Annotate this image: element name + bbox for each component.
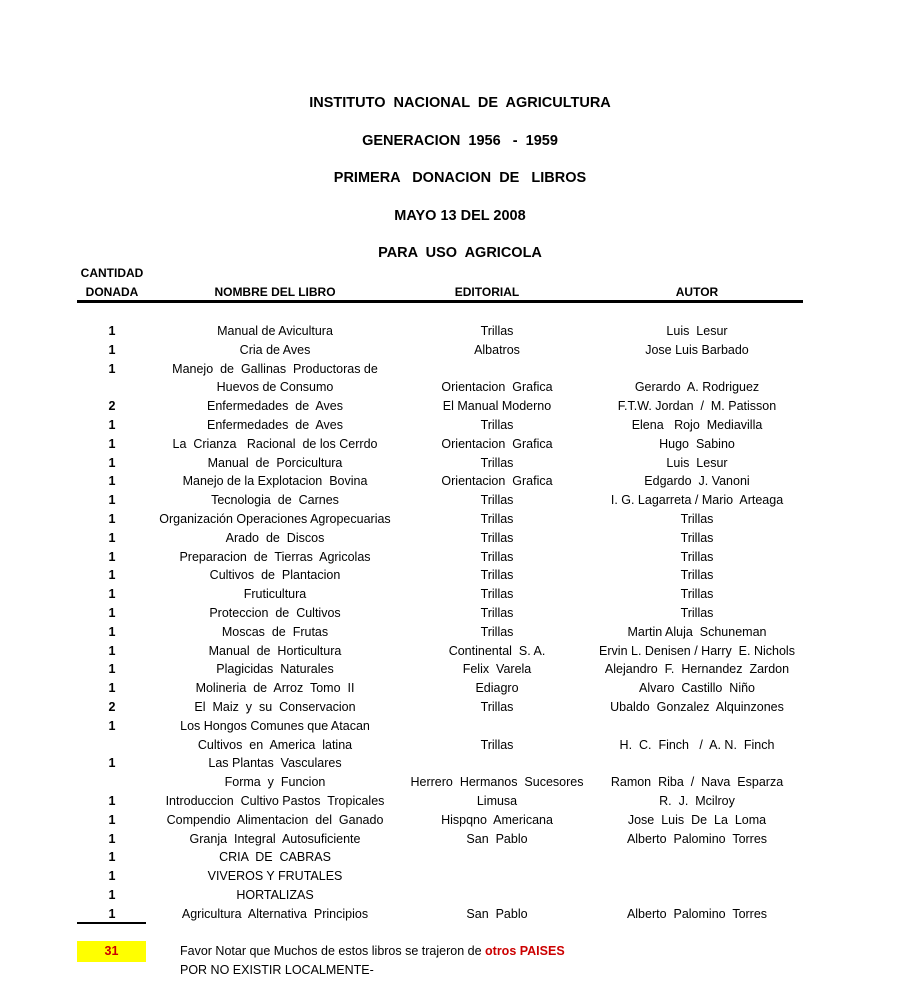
table-row: [0, 681, 897, 700]
table-row: [0, 625, 897, 644]
book-name-cell: Molineria de Arroz Tomo II: [195, 681, 355, 696]
footer-note-text: Favor Notar que Muchos de estos libros se trajeron de: [180, 944, 486, 958]
table-row: [0, 869, 897, 888]
author-cell: Alberto Palomino Torres: [626, 831, 768, 846]
editorial-cell: Trillas: [480, 606, 514, 620]
book-name-cell: Forma y Funcion: [224, 775, 326, 790]
quantity-cell: 1: [108, 361, 116, 376]
name-header: NOMBRE DEL LIBRO: [214, 285, 336, 299]
table-row: [0, 456, 897, 475]
quantity-cell: 1: [108, 436, 116, 451]
author-cell: Alejandro F. Hernandez Zardon: [604, 662, 790, 677]
book-name-cell: Arado de Discos: [225, 530, 325, 545]
author-cell: Gerardo A. Rodriguez: [634, 380, 760, 395]
author-header: AUTOR: [675, 285, 719, 299]
quantity-cell: 1: [108, 756, 116, 771]
editorial-cell: Trillas: [480, 624, 514, 639]
author-cell: I. G. Lagarreta / Mario Arteaga: [610, 493, 784, 508]
book-name-cell: Granja Integral Autosuficiente: [189, 831, 361, 846]
quantity-cell: 1: [108, 474, 116, 489]
table-row: [0, 568, 897, 587]
author-cell: Alvaro Castillo Niño: [638, 681, 755, 696]
book-name-cell: Manejo de Gallinas Productoras de: [172, 361, 378, 376]
editorial-cell: Trillas: [480, 418, 514, 432]
author-cell: Trillas: [680, 606, 714, 620]
editorial-cell: Felix Varela: [462, 662, 532, 677]
qty-header-line2: DONADA: [85, 285, 139, 299]
quantity-cell: 1: [108, 718, 116, 733]
table-row: [0, 738, 897, 757]
editorial-cell: Trillas: [480, 549, 514, 564]
quantity-cell: 1: [108, 869, 116, 884]
quantity-cell: 1: [108, 906, 116, 921]
table-row: [0, 775, 897, 794]
table-row: [0, 399, 897, 418]
table-row: [0, 719, 897, 738]
author-cell: Alberto Palomino Torres: [626, 906, 768, 921]
book-name-cell: Tecnologia de Carnes: [211, 493, 339, 508]
quantity-cell: 1: [108, 831, 116, 846]
header-divider: [77, 300, 803, 303]
total-divider: [77, 922, 146, 924]
table-row: [0, 474, 897, 493]
editorial-cell: Trillas: [480, 493, 514, 508]
author-cell: Elena Rojo Mediavilla: [631, 418, 763, 432]
author-cell: Edgardo J. Vanoni: [644, 474, 750, 489]
table-row: [0, 587, 897, 606]
quantity-cell: 1: [108, 643, 116, 658]
editorial-header: EDITORIAL: [454, 285, 520, 299]
author-cell: F.T.W. Jordan / M. Patisson: [617, 399, 777, 414]
book-name-cell: Introduccion Cultivo Pastos Tropicales: [165, 794, 385, 808]
quantity-cell: 1: [108, 455, 116, 470]
quantity-cell: 1: [108, 568, 116, 583]
donation-title: PRIMERA DONACION DE LIBROS: [333, 170, 587, 186]
author-cell: Jose Luis Barbado: [645, 342, 749, 357]
author-cell: Luis Lesur: [666, 324, 728, 338]
book-name-cell: Enfermedades de Aves: [207, 418, 343, 432]
editorial-cell: Orientacion Grafica: [441, 436, 553, 451]
table-row: [0, 662, 897, 681]
editorial-cell: Trillas: [480, 455, 514, 470]
footer-note: [180, 944, 565, 958]
book-name-cell: Agricultura Alternativa Principios: [181, 906, 369, 921]
quantity-cell: 1: [108, 850, 116, 865]
table-row: [0, 380, 897, 399]
quantity-cell: 1: [108, 512, 116, 526]
editorial-cell: San Pablo: [466, 831, 528, 846]
book-name-cell: Preparacion de Tierras Agricolas: [179, 549, 371, 564]
purpose-title: PARA USO AGRICOLA: [378, 245, 542, 261]
author-cell: Trillas: [680, 568, 714, 583]
footer-note-line2: POR NO EXISTIR LOCALMENTE-: [180, 963, 374, 977]
quantity-cell: 1: [108, 606, 116, 620]
quantity-cell: 1: [108, 418, 116, 432]
quantity-cell: 2: [108, 700, 116, 714]
book-name-cell: Plagicidas Naturales: [216, 662, 334, 677]
editorial-cell: Trillas: [480, 530, 514, 545]
author-cell: Ramon Riba / Nava Esparza: [610, 775, 784, 790]
quantity-cell: 1: [108, 681, 116, 696]
author-cell: Ervin L. Denisen / Harry E. Nichols: [599, 643, 795, 658]
book-name-cell: VIVEROS Y FRUTALES: [207, 869, 343, 884]
quantity-cell: 1: [108, 812, 116, 827]
editorial-cell: Herrero Hermanos Sucesores: [410, 775, 584, 790]
book-name-cell: Enfermedades de Aves: [207, 399, 343, 414]
date-title: MAYO 13 DEL 2008: [394, 208, 526, 224]
quantity-cell: 1: [108, 342, 116, 357]
book-name-cell: HORTALIZAS: [236, 888, 314, 902]
author-cell: R. J. Mcilroy: [659, 794, 735, 808]
book-name-cell: Manual de Porcicultura: [207, 455, 343, 470]
generation-title: GENERACION 1956 - 1959: [362, 133, 558, 149]
table-row: [0, 832, 897, 851]
book-name-cell: Manejo de la Explotacion Bovina: [182, 474, 368, 489]
editorial-cell: San Pablo: [466, 906, 528, 921]
table-row: [0, 512, 897, 531]
table-row: [0, 888, 897, 907]
author-cell: Trillas: [680, 549, 714, 564]
editorial-cell: Ediagro: [475, 681, 519, 696]
quantity-cell: 1: [108, 587, 116, 602]
author-cell: Trillas: [680, 512, 714, 526]
institution-title: INSTITUTO NACIONAL DE AGRICULTURA: [309, 95, 611, 111]
book-name-cell: Las Plantas Vasculares: [208, 756, 342, 771]
quantity-cell: 1: [108, 794, 116, 808]
book-name-cell: Organización Operaciones Agropecuarias: [159, 512, 391, 526]
editorial-cell: Trillas: [480, 324, 514, 338]
author-cell: Trillas: [680, 530, 714, 545]
book-name-cell: Fruticultura: [243, 587, 307, 602]
book-name-cell: Cultivos en America latina: [197, 737, 353, 752]
editorial-cell: Trillas: [480, 700, 514, 714]
table-row: [0, 606, 897, 625]
book-name-cell: Huevos de Consumo: [216, 380, 334, 395]
table-row: [0, 493, 897, 512]
quantity-cell: 1: [108, 549, 116, 564]
editorial-cell: Trillas: [480, 587, 514, 602]
table-row: [0, 324, 897, 343]
author-cell: H. C. Finch / A. N. Finch: [619, 737, 775, 752]
book-name-cell: La Crianza Racional de los Cerrdo: [172, 436, 378, 451]
book-name-cell: Manual de Horticultura: [208, 643, 342, 658]
author-cell: Ubaldo Gonzalez Alquinzones: [610, 700, 784, 714]
table-row: [0, 756, 897, 775]
book-name-cell: Manual de Avicultura: [217, 324, 333, 338]
table-row: [0, 700, 897, 719]
quantity-cell: 1: [108, 624, 116, 639]
author-cell: Luis Lesur: [666, 455, 728, 470]
book-name-cell: Moscas de Frutas: [221, 624, 329, 639]
editorial-cell: Albatros: [474, 342, 520, 357]
book-name-cell: CRIA DE CABRAS: [219, 850, 331, 865]
footer-note-highlight: otros PAISES: [485, 944, 565, 958]
author-cell: Jose Luis De La Loma: [627, 812, 767, 827]
table-row: [0, 813, 897, 832]
book-name-cell: Proteccion de Cultivos: [209, 606, 341, 620]
author-cell: Hugo Sabino: [659, 436, 735, 451]
table-row: [0, 550, 897, 569]
author-cell: Martin Aluja Schuneman: [627, 624, 767, 639]
book-name-cell: Compendio Alimentacion del Ganado: [166, 812, 384, 827]
editorial-cell: Continental S. A.: [448, 643, 546, 658]
table-row: [0, 531, 897, 550]
table-row: [0, 362, 897, 381]
book-name-cell: Cria de Aves: [239, 342, 311, 357]
quantity-cell: 1: [108, 324, 116, 338]
quantity-cell: 1: [108, 530, 116, 545]
table-row: [0, 437, 897, 456]
quantity-cell: 1: [108, 662, 116, 677]
table-row: [0, 850, 897, 869]
table-row: [0, 418, 897, 437]
table-row: [0, 794, 897, 813]
editorial-cell: Orientacion Grafica: [441, 474, 553, 489]
book-name-cell: Cultivos de Plantacion: [209, 568, 341, 583]
quantity-cell: 1: [108, 493, 116, 508]
editorial-cell: Hispqno Americana: [441, 812, 553, 827]
editorial-cell: Orientacion Grafica: [441, 380, 553, 395]
quantity-cell: 1: [108, 888, 116, 902]
qty-header-line1: CANTIDAD: [80, 266, 144, 280]
quantity-cell: 2: [108, 399, 116, 414]
book-name-cell: El Maiz y su Conservacion: [194, 700, 356, 714]
editorial-cell: El Manual Moderno: [442, 399, 552, 414]
editorial-cell: Trillas: [480, 512, 514, 526]
table-row: [0, 343, 897, 362]
total-quantity: 31: [77, 941, 146, 962]
editorial-cell: Trillas: [480, 568, 514, 583]
table-row: [0, 644, 897, 663]
editorial-cell: Trillas: [480, 737, 514, 752]
book-name-cell: Los Hongos Comunes que Atacan: [180, 718, 370, 733]
author-cell: Trillas: [680, 587, 714, 602]
editorial-cell: Limusa: [476, 794, 518, 808]
